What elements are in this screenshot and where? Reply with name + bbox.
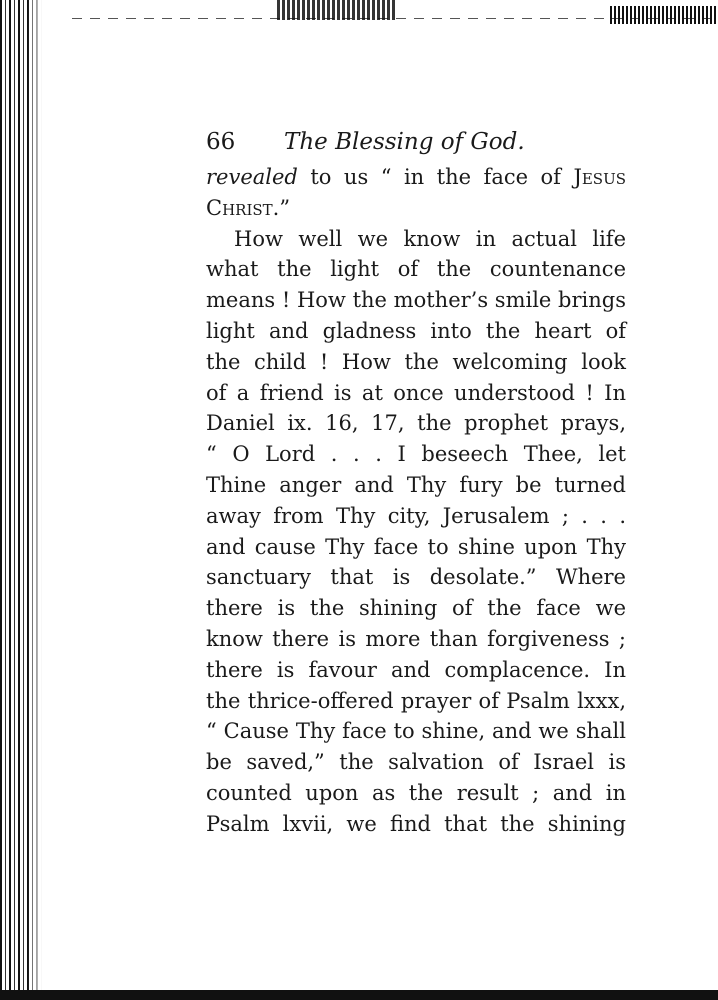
text-line <box>206 470 626 501</box>
text-line <box>206 408 626 439</box>
top-ornament-center <box>277 0 397 20</box>
text-line <box>206 532 626 563</box>
text-segment: to us “ in the face of <box>297 165 574 189</box>
text-segment: .” <box>272 195 291 220</box>
text-line <box>206 285 626 316</box>
text-line <box>206 593 626 624</box>
text-segment: the thrice-offered prayer of Psalm lxxx, <box>206 688 626 713</box>
text-segment: the child ! How the welcoming look <box>206 349 626 374</box>
text-segment: sanctuary that is desolate.” Where <box>206 565 626 590</box>
text-segment: “ Cause Thy face to shine, and we shall <box>206 719 626 744</box>
text-segment: and cause Thy face to shine upon Thy <box>206 534 626 559</box>
text-line <box>206 378 626 409</box>
text-line <box>206 501 626 532</box>
text-segment: there is the shining of the face we <box>206 596 626 621</box>
text-line <box>206 224 626 255</box>
text-line <box>206 716 626 747</box>
text-segment: away from Thy city, Jerusalem ; . . . <box>206 503 626 528</box>
text-segment: means ! How the mother’s smile brings <box>206 288 626 313</box>
text-segment: Psalm lxvii, we find that the shining <box>206 811 626 836</box>
text-line <box>206 655 626 686</box>
text-line <box>206 254 626 285</box>
text-line <box>206 439 626 470</box>
body-text <box>206 162 626 840</box>
binding-shadow <box>28 0 42 1000</box>
bottom-page-edge <box>0 990 718 1000</box>
text-line <box>206 686 626 717</box>
text-segment: light and gladness into the heart of <box>206 318 626 343</box>
text-segment: Jesus <box>573 165 626 189</box>
text-segment: of a friend is at once understood ! In <box>206 380 626 405</box>
text-segment: what the light of the countenance <box>206 257 626 282</box>
text-segment: be saved,” the salvation of Israel is <box>206 750 626 775</box>
text-segment: How well we know in actual life <box>234 226 626 251</box>
text-segment: “ O Lord . . . I beseech Thee, let <box>206 442 626 467</box>
text-line <box>206 562 626 593</box>
text-line <box>206 809 626 840</box>
text-line <box>206 624 626 655</box>
page-number: 66 <box>206 129 236 155</box>
text-line <box>206 347 626 378</box>
text-line <box>206 193 626 224</box>
top-ornament-right <box>610 6 718 24</box>
text-segment: revealed <box>206 165 298 189</box>
page-text-block <box>206 122 626 840</box>
text-segment: know there is more than forgiveness ; <box>206 626 626 651</box>
text-segment: there is favour and complacence. In <box>206 657 626 682</box>
text-line <box>206 747 626 778</box>
text-segment: counted upon as the result ; and in <box>206 780 626 805</box>
book-binding-edge <box>0 0 42 1000</box>
running-head <box>206 122 626 162</box>
text-segment: Christ <box>206 195 273 220</box>
text-segment: Daniel ix. 16, 17, the prophet prays, <box>206 411 626 436</box>
top-page-edge <box>42 0 718 26</box>
running-head-title: The Blessing of God. <box>284 129 525 155</box>
text-line <box>206 778 626 809</box>
text-line <box>206 316 626 347</box>
text-line <box>206 162 626 193</box>
text-segment: Thine anger and Thy fury be turned <box>206 472 626 497</box>
